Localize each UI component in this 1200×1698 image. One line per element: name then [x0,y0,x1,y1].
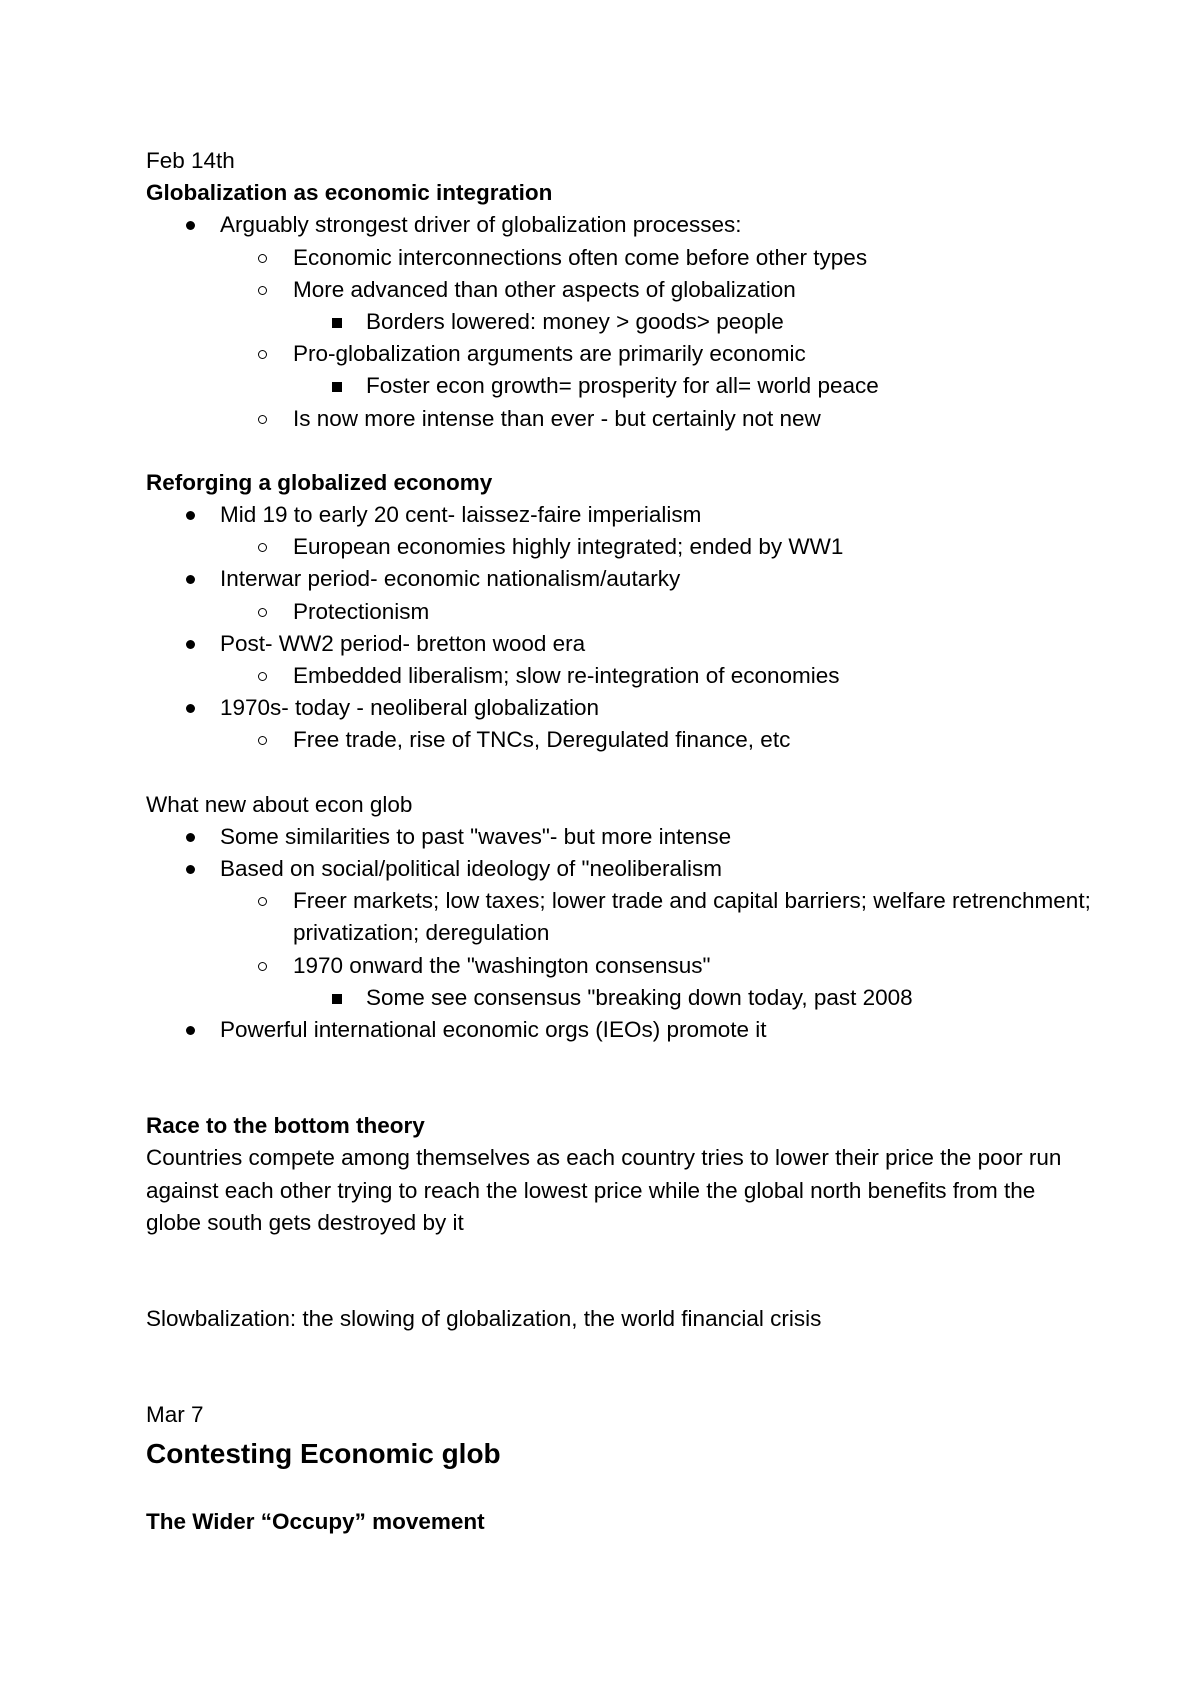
slowbalization-line: Slowbalization: the slowing of globalization, the world financial crisis [146,1306,822,1332]
filled-circle-bullet-icon [186,704,195,713]
heading-reforging-globalized-economy: Reforging a globalized economy [146,469,493,495]
date-mar-7: Mar 7 [146,1402,204,1428]
hollow-circle-bullet-icon [258,543,267,552]
square-bullet-icon [332,994,342,1004]
bullet-item: Foster econ growth= prosperity for all= world peace [146,370,1086,402]
filled-circle-bullet-icon [186,575,195,584]
filled-circle-bullet-icon [186,833,195,842]
filled-circle-bullet-icon [186,511,195,520]
bullet-item: Interwar period- economic nationalism/autarky [146,563,1086,595]
hollow-circle-bullet-icon [258,672,267,681]
hollow-circle-bullet-icon [258,736,267,745]
filled-circle-bullet-icon [186,221,195,230]
bullet-item: More advanced than other aspects of globalization [146,274,1086,306]
race-to-the-bottom-paragraph: Countries compete among themselves as each country tries to lower their price the poor run against each other trying to reach the lowest price while the global north benefits from the globe south gets destroyed by it [146,1145,1062,1235]
bullet-item: Based on social/political ideology of "neoliberalism [146,853,1086,885]
bullet-item: Is now more intense than ever - but certainly not new [146,403,1086,435]
date-feb-14: Feb 14th [146,148,235,173]
bullet-item: Arguably strongest driver of globalization processes: [146,209,1086,241]
filled-circle-bullet-icon [186,865,195,874]
bullet-item: Post- WW2 period- bretton wood era [146,628,1086,660]
heading-globalization-economic-integration: Globalization as economic integration [146,180,553,206]
title-contesting-economic-glob: Contesting Economic glob [146,1437,501,1469]
bullet-item: Some similarities to past "waves"- but more intense [146,821,1086,853]
hollow-circle-bullet-icon [258,415,267,424]
bullet-item: Powerful international economic orgs (IEOs) promote it [146,1014,1086,1046]
bullet-item: 1970s- today - neoliberal globalization [146,692,1086,724]
heading-race-to-the-bottom: Race to the bottom theory [146,1113,425,1139]
bullet-item: 1970 onward the "washington consensus" [146,950,1086,982]
hollow-circle-bullet-icon [258,286,267,295]
filled-circle-bullet-icon [186,1026,195,1035]
hollow-circle-bullet-icon [258,350,267,359]
square-bullet-icon [332,382,342,392]
bullet-item: European economies highly integrated; ended by WW1 [146,531,1086,563]
hollow-circle-bullet-icon [258,608,267,617]
hollow-circle-bullet-icon [258,897,267,906]
bullet-item: Mid 19 to early 20 cent- laissez-faire imperialism [146,499,1086,531]
hollow-circle-bullet-icon [258,254,267,263]
bullet-item: Borders lowered: money > goods> people [146,306,1086,338]
document-content [146,145,1091,1538]
bullet-item: Embedded liberalism; slow re-integration of economies [146,660,1086,692]
bullet-item: Economic interconnections often come before other types [146,242,1086,274]
bullet-item: Protectionism [146,596,1086,628]
bullet-item: Some see consensus "breaking down today, past 2008 [146,982,1086,1014]
bullet-item: Pro-globalization arguments are primarily economic [146,338,1086,370]
bullet-item: Free trade, rise of TNCs, Deregulated finance, etc [146,724,1086,756]
bullet-item: Freer markets; low taxes; lower trade and capital barriers; welfare retrenchment; privatization; deregulation [146,885,1173,949]
square-bullet-icon [332,318,342,328]
hollow-circle-bullet-icon [258,962,267,971]
heading-wider-occupy-movement: The Wider “Occupy” movement [146,1508,485,1534]
heading-what-new-about-econ-glob: What new about econ glob [146,791,413,817]
filled-circle-bullet-icon [186,640,195,649]
